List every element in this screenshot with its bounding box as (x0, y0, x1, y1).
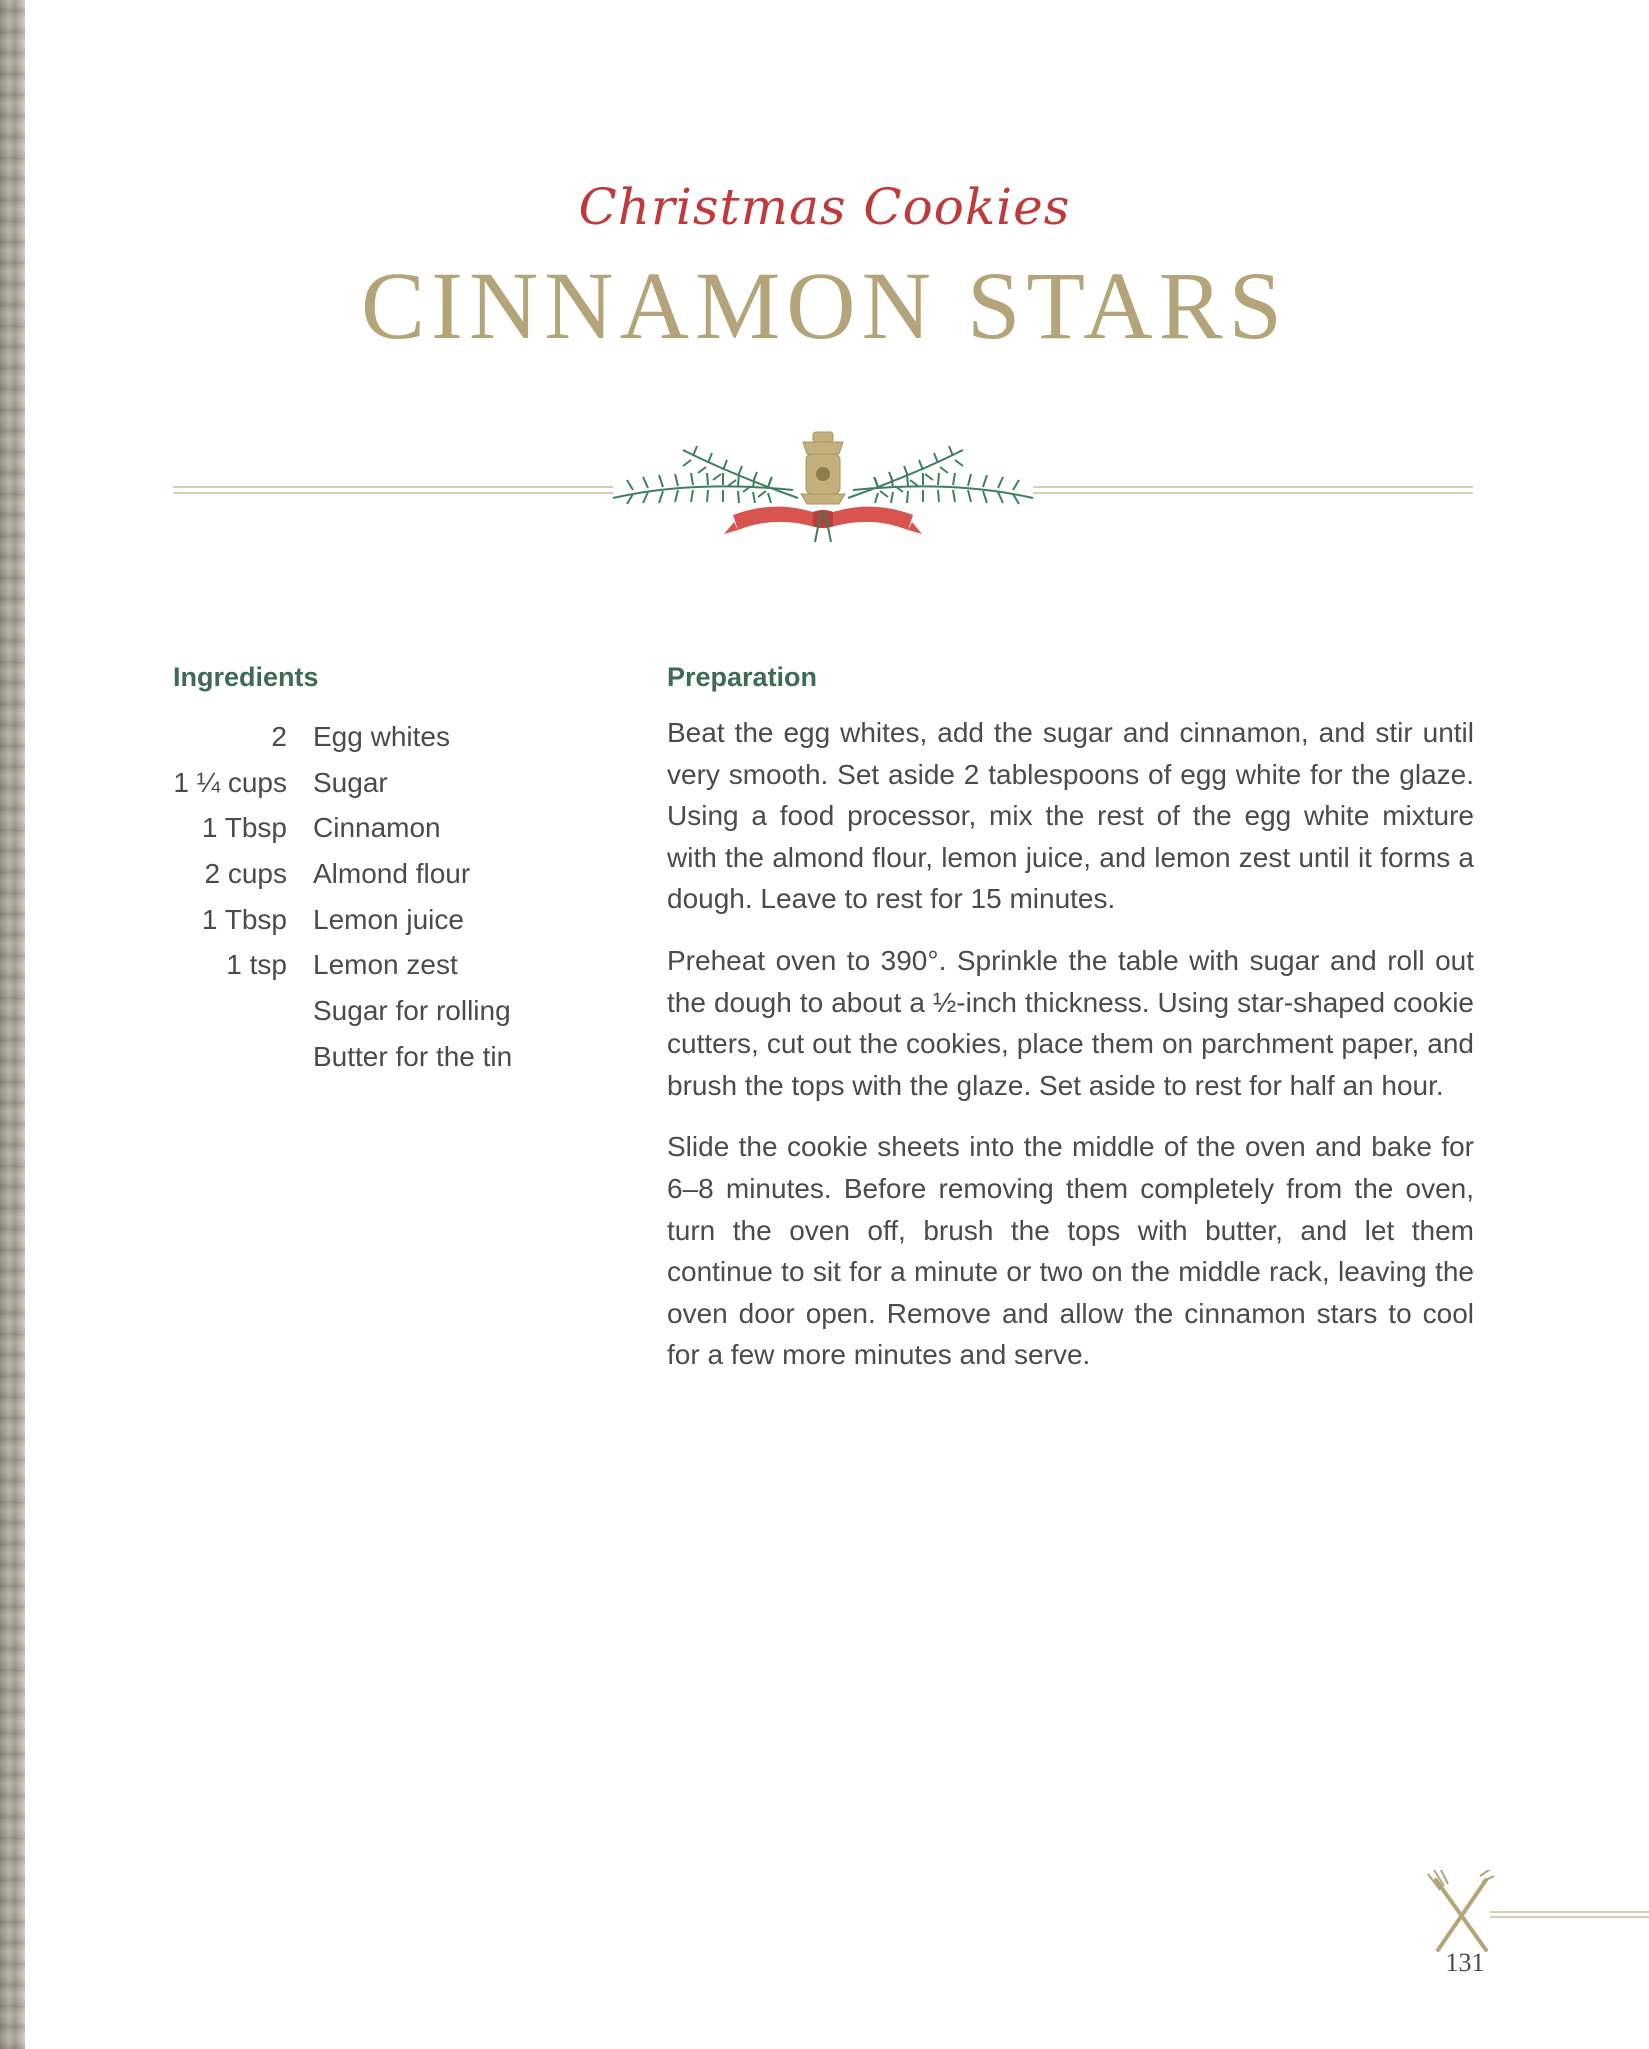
ingredient-quantity: 1 ¼ cups (173, 766, 287, 798)
list-item (170, 851, 590, 897)
preparation-text (667, 712, 1474, 1396)
ingredient-name: Almond flour (313, 857, 471, 889)
list-item (170, 805, 590, 851)
crossed-fork-and-knife-icon (1420, 1870, 1649, 1960)
title-divider (173, 420, 1473, 560)
list-item (170, 760, 590, 806)
ingredient-name: Cinnamon (313, 812, 441, 844)
pine-ribbon-ornament-icon (173, 420, 1473, 560)
ingredient-quantity: 1 Tbsp (201, 812, 287, 844)
list-item (170, 988, 590, 1034)
list-item (170, 1034, 590, 1080)
preparation-paragraph: Beat the egg whites, add the sugar and cinnamon, and stir until very smooth. Set aside 2 tablespoons of egg white for the glaze. Using a food processor, mix the rest of the egg white mixture with the almond flour, lemon juice, and lemon zest until it forms a dough. Leave to rest for 15 minutes. (667, 717, 1474, 915)
ingredient-name: Egg whites (313, 720, 450, 752)
list-item (170, 714, 590, 760)
ingredient-quantity: 2 (271, 720, 287, 752)
ingredient-name: Sugar for rolling (313, 994, 511, 1026)
preparation-paragraph: Preheat oven to 390°. Sprinkle the table with sugar and roll out the dough to about a ½-inch thickness. Using star-shaped cookie cutters, cut out the cookies, place them on parchment paper, and brush the tops with the glaze. Set aside to rest for half an hour. (667, 944, 1474, 1101)
ingredients-heading: Ingredients (173, 662, 319, 692)
ingredient-quantity: 1 tsp (226, 949, 287, 981)
ingredient-name: Sugar (313, 766, 388, 798)
preparation-heading: Preparation (667, 662, 818, 692)
recipe-category: Christmas Cookies (578, 178, 1071, 236)
recipe-title: CINNAMON STARS (360, 252, 1289, 359)
ingredient-quantity: 1 Tbsp (201, 903, 287, 935)
ingredient-name: Lemon zest (313, 949, 458, 981)
ingredient-name: Butter for the tin (313, 1040, 513, 1072)
page-number: 131 (1445, 1948, 1485, 1977)
ingredients-list (170, 714, 590, 1080)
ingredient-name: Lemon juice (313, 903, 464, 935)
preparation-paragraph: Slide the cookie sheets into the middle of the oven and bake for 6–8 minutes. Before removing them completely from the oven, turn the oven off, brush the tops with butter, and let them continue to sit for a minute or two on the middle rack, leaving the oven door open. Remove and allow the cinnamon stars to cool for a few more minutes and serve. (667, 1131, 1474, 1371)
list-item (170, 942, 590, 988)
ingredient-quantity: 2 cups (204, 857, 287, 889)
list-item (170, 897, 590, 943)
